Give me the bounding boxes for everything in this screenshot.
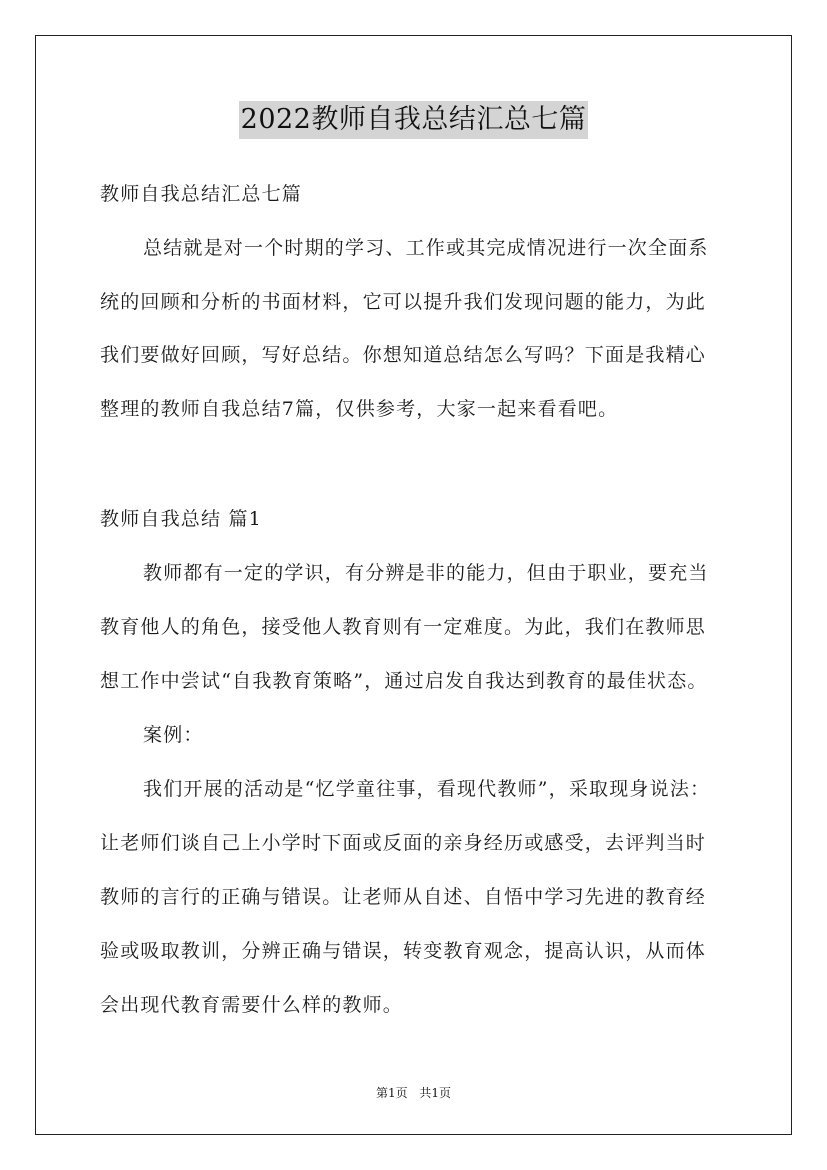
section1-para2-line-2: 让老师们谈自己上小学时下面或反面的亲身经历或感受，去评判当时 bbox=[100, 832, 707, 854]
section1-para2-line-3: 教师的言行的正确与错误。让老师从自述、自悟中学习先进的教育经 bbox=[100, 886, 707, 908]
intro-line-4: 整理的教师自我总结7篇，仅供参考，大家一起来看看吧。 bbox=[100, 398, 619, 420]
section1-para1-line-2: 教育他人的角色，接受他人教育则有一定难度。为此，我们在教师思 bbox=[100, 616, 707, 638]
page-total: 共1页 bbox=[419, 1086, 452, 1100]
section1-para1-line-3: 想工作中尝试“自我教育策略”，通过启发自我达到教育的最佳状态。 bbox=[100, 670, 708, 692]
section1-para1-line-1: 教师都有一定的学识，有分辨是非的能力，但由于职业，要充当 bbox=[143, 562, 709, 584]
intro-line-2: 统的回顾和分析的书面材料，它可以提升我们发现问题的能力，为此 bbox=[100, 291, 707, 313]
title-container bbox=[0, 101, 827, 139]
document-title: 2022教师自我总结汇总七篇 bbox=[239, 101, 589, 139]
page-number: 第1页 bbox=[375, 1086, 408, 1100]
case-label: 案例： bbox=[143, 724, 204, 746]
section1-para2-line-4: 验或吸取教训，分辨正确与错误，转变教育观念，提高认识，从而体 bbox=[100, 940, 707, 962]
page-footer bbox=[0, 1084, 827, 1101]
section1-para2-line-5: 会出现代教育需要什么样的教师。 bbox=[100, 994, 404, 1016]
intro-line-1: 总结就是对一个时期的学习、工作或其完成情况进行一次全面系 bbox=[143, 237, 709, 259]
intro-line-3: 我们要做好回顾，写好总结。你想知道总结怎么写吗？下面是我精心 bbox=[100, 344, 707, 366]
section-heading: 教师自我总结 篇1 bbox=[100, 508, 262, 530]
document-subtitle: 教师自我总结汇总七篇 bbox=[100, 183, 303, 205]
section1-para2-line-1: 我们开展的活动是“忆学童往事，看现代教师”，采取现身说法： bbox=[143, 778, 711, 800]
